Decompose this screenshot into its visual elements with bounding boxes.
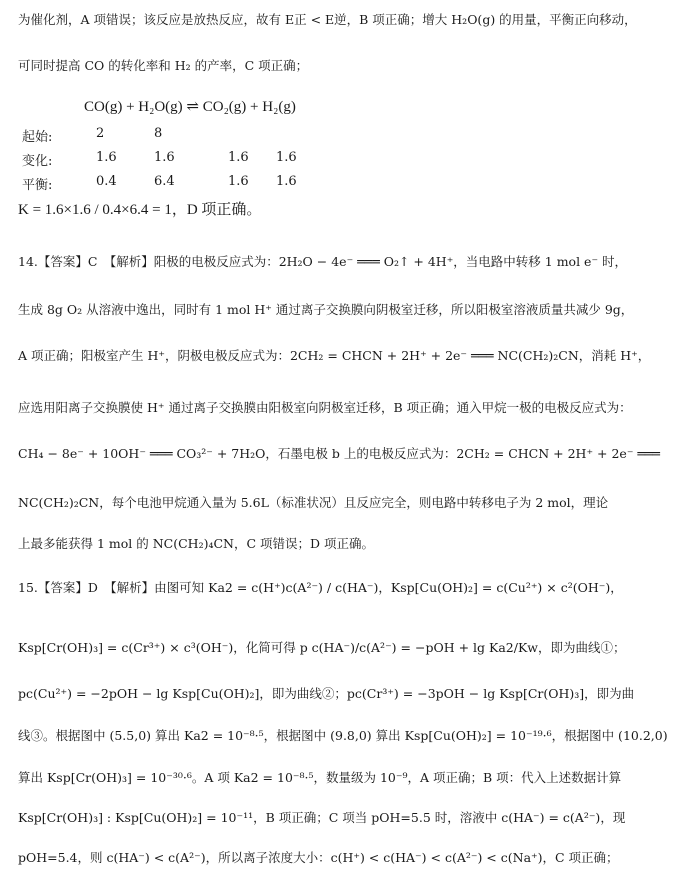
text-line-q14-4: 应选用阳离子交换膜使 H⁺ 通过离子交换膜由阳极室向阴极室迁移，B 项正确；通入甲烷一极的电极反应式为： [18,400,632,415]
text-line-q14-5: CH₄ − 8e⁻ + 10OH⁻ ═══ CO₃²⁻ + 7H₂O，石墨电极 b 上的电极反应式为：2CH₂ = CHCN + 2H⁺ + 2e⁻ ═══ [18,446,660,461]
table-cell: 6.4 [154,174,175,189]
text-line-q14-6: NC(CH₂)₂CN，每个电池甲烷通入量为 5.6L（标准状况）且反应完全，则电路中转移电子为 2 mol，理论 [18,495,609,510]
table-cell: 0.4 [96,174,117,189]
text-line-q15-2: Ksp[Cr(OH)₃] = c(Cr³⁺) × c³(OH⁻)，化简可得 p c(HA⁻)/c(A²⁻) = −pOH + lg Ka2/Kw，即为曲线①； [18,640,626,655]
text-line-q14-7: 上最多能获得 1 mol 的 NC(CH₂)₄CN，C 项错误；D 项正确。 [18,536,375,551]
table-cell: 1.6 [276,150,297,165]
table-row-label: 起始: [22,130,53,145]
equilibrium-table [22,126,442,196]
text-line-q15-7: pOH=5.4，则 c(HA⁻) < c(A²⁻)，所以离子浓度大小：c(H⁺) < c(HA⁻) < c(A²⁻) < c(Na⁺)，C 项正确； [18,850,619,865]
text-line-q14-2: 生成 8g O₂ 从溶液中逸出，同时有 1 mol H⁺ 通过离子交换膜向阴极室迁移，所以阳极室溶液质量共减少 9g， [18,302,634,317]
text-line-2: 可同时提高 CO 的转化率和 H₂ 的产率，C 项正确； [18,58,309,73]
text-line-q15-4: 线③。根据图中 (5.5,0) 算出 Ka2 = 10⁻⁸·⁵，根据图中 (9.8,0) 算出 Ksp[Cu(OH)₂] = 10⁻¹⁹·⁶，根据图中 (10.2,0) [18,728,668,743]
text-line-q15-6: Ksp[Cr(OH)₃] : Ksp[Cu(OH)₂] = 10⁻¹¹，B 项正确；C 项当 pOH=5.5 时，溶液中 c(HA⁻) = c(A²⁻)，现 [18,810,626,825]
k-value-line: K = 1.6×1.6 / 0.4×6.4 = 1，D 项正确。 [18,202,262,218]
text-line-q15-5: 算出 Ksp[Cr(OH)₃] = 10⁻³⁰·⁶。A 项 Ka2 = 10⁻⁸·⁵，数量级为 10⁻⁹，A 项正确；B 项：代入上述数据计算 [18,770,622,785]
table-cell: 1.6 [228,174,249,189]
table-cell: 8 [154,126,163,141]
table-cell: 1.6 [96,150,117,165]
table-row-label: 平衡: [22,178,53,193]
text-line-q14-1: 14.【答案】C 【解析】阳极的电极反应式为：2H₂O − 4e⁻ ═══ O₂↑ + 4H⁺，当电路中转移 1 mol e⁻ 时， [18,254,628,269]
table-cell: 1.6 [276,174,297,189]
table-cell: 1.6 [228,150,249,165]
text-line-q15-1: 15.【答案】D 【解析】由图可知 Ka2 = c(H⁺)c(A²⁻) / c(HA⁻)，Ksp[Cu(OH)₂] = c(Cu²⁺) × c²(OH⁻)， [18,580,623,595]
text-line-q15-3: pc(Cu²⁺) = −2pOH − lg Ksp[Cu(OH)₂]，即为曲线②；pc(Cr³⁺) = −3pOH − lg Ksp[Cr(OH)₃]，即为曲 [18,686,635,701]
text-line-1: 为催化剂，A 项错误；该反应是放热反应，故有 E正 < E逆，B 项正确；增大 H₂O(g) 的用量，平衡正向移动， [18,12,637,27]
table-cell: 2 [96,126,105,141]
text-line-q14-3: A 项正确；阳极室产生 H⁺，阴极电极反应式为：2CH₂ = CHCN + 2H⁺ + 2e⁻ ═══ NC(CH₂)₂CN，消耗 H⁺， [18,348,651,363]
table-row-label: 变化: [22,154,53,169]
table-cell: 1.6 [154,150,175,165]
equilibrium-equation: CO(g) + H₂O(g) ⇌ CO₂(g) + H₂(g) [84,99,296,115]
